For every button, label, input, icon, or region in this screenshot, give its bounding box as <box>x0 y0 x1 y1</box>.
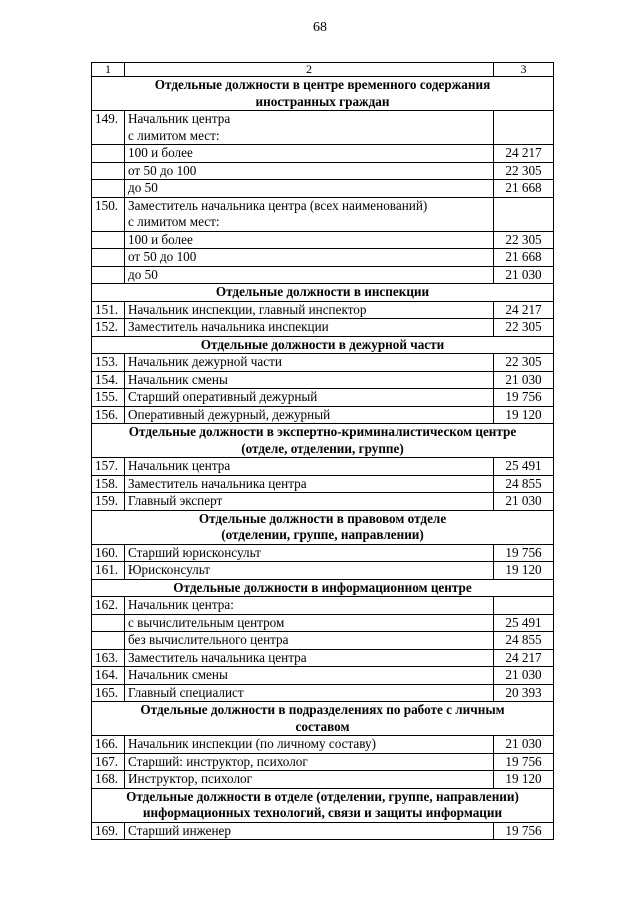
section-header-row <box>92 424 554 458</box>
page-number: 68 <box>313 20 327 35</box>
sub-row <box>92 180 554 198</box>
salary-value: 22 305 <box>494 162 554 180</box>
salary-value: 21 030 <box>494 667 554 685</box>
position-title: 100 и более <box>125 231 494 249</box>
sub-row <box>92 249 554 267</box>
position-title: до 50 <box>125 266 494 284</box>
salary-value: 21 030 <box>494 493 554 511</box>
position-title <box>125 667 494 685</box>
table-row <box>92 649 554 667</box>
section-header-row <box>92 77 554 111</box>
section-header-row <box>92 788 554 822</box>
salary-value: 21 030 <box>494 371 554 389</box>
position-title-line: Старший оперативный дежурный <box>128 389 318 404</box>
position-title-line: Начальник дежурной части <box>128 354 282 369</box>
position-title <box>125 562 494 580</box>
salary-value <box>494 197 554 231</box>
position-title-line: Заместитель начальника центра <box>128 649 307 665</box>
section-title-line: иностранных граждан <box>255 93 390 109</box>
salary-value: 24 855 <box>494 632 554 650</box>
position-title-line: Начальник центра <box>128 458 231 473</box>
table-row <box>92 771 554 789</box>
row-number: 153. <box>92 354 125 372</box>
table-row <box>92 111 554 145</box>
section-title-line: Отдельные должности в правовом отделе <box>198 510 447 526</box>
position-title-line: Юрисконсульт <box>128 562 210 577</box>
position-title <box>125 111 494 145</box>
section-title <box>92 788 554 822</box>
salary-value: 24 855 <box>494 475 554 493</box>
position-title: с вычислительным центром <box>125 614 494 632</box>
section-title-line: Отдельные должности в центре временного содержания <box>154 77 491 92</box>
row-number <box>92 145 125 163</box>
table-row <box>92 406 554 424</box>
section-title <box>92 510 554 544</box>
row-number: 152. <box>92 319 125 337</box>
position-title <box>125 371 494 389</box>
position-title <box>125 458 494 476</box>
section-header-row <box>92 702 554 736</box>
table-row <box>92 822 554 840</box>
sub-row <box>92 162 554 180</box>
row-number: 167. <box>92 753 125 771</box>
position-title-line: Начальник инспекции, главный инспектор <box>128 301 367 317</box>
position-title <box>125 406 494 424</box>
salary-value: 25 491 <box>494 458 554 476</box>
section-title <box>92 702 554 736</box>
table-row <box>92 736 554 754</box>
salary-value: 20 393 <box>494 684 554 702</box>
position-title <box>125 649 494 667</box>
position-title <box>125 736 494 754</box>
row-number: 168. <box>92 771 125 789</box>
row-number <box>92 614 125 632</box>
row-number: 155. <box>92 389 125 407</box>
position-title-line: Оперативный дежурный, дежурный <box>128 406 331 422</box>
salary-value: 24 217 <box>494 649 554 667</box>
salary-value: 22 305 <box>494 231 554 249</box>
table-row <box>92 475 554 493</box>
row-number: 162. <box>92 597 125 615</box>
position-title <box>125 475 494 493</box>
table-row <box>92 493 554 511</box>
table-row <box>92 597 554 615</box>
salary-value: 21 668 <box>494 249 554 267</box>
table-row <box>92 319 554 337</box>
section-title <box>92 336 554 354</box>
salary-value: 19 120 <box>494 406 554 424</box>
position-title-line: Начальник центра: <box>128 597 234 612</box>
section-title-line: Отдельные должности в инспекции <box>215 284 430 299</box>
salary-value: 24 217 <box>494 301 554 319</box>
section-title-line: Отдельные должности в отделе (отделении, группе, направлении) <box>126 788 519 804</box>
salary-value: 19 756 <box>494 544 554 562</box>
position-title-line: Заместитель начальника центра <box>128 475 307 491</box>
sub-row <box>92 266 554 284</box>
salary-value: 19 756 <box>494 389 554 407</box>
section-title-line: (отделе, отделении, группе) <box>241 440 404 456</box>
row-number: 149. <box>92 111 125 145</box>
salary-value: 19 756 <box>494 822 554 840</box>
position-title <box>125 319 494 337</box>
salary-value: 21 030 <box>494 736 554 754</box>
row-number: 163. <box>92 649 125 667</box>
salary-value <box>494 597 554 615</box>
position-title-line: Старший инженер <box>128 822 231 838</box>
section-title-line: (отделении, группе, направлении) <box>221 527 424 542</box>
position-title <box>125 301 494 319</box>
header-col-1: 1 <box>92 63 125 77</box>
position-title-line: Инструктор, психолог <box>128 771 253 786</box>
salary-value <box>494 111 554 145</box>
section-header-row <box>92 579 554 597</box>
position-title-line: Начальник смены <box>128 667 228 682</box>
row-number <box>92 249 125 267</box>
salary-value: 21 668 <box>494 180 554 198</box>
position-title-line: Главный специалист <box>128 684 244 700</box>
row-number: 166. <box>92 736 125 754</box>
row-number: 164. <box>92 667 125 685</box>
row-number <box>92 162 125 180</box>
salary-value: 21 030 <box>494 266 554 284</box>
section-title-line: Отдельные должности в подразделениях по работе с личным <box>140 702 505 717</box>
position-title <box>125 684 494 702</box>
section-header-row <box>92 336 554 354</box>
header-col-2: 2 <box>125 63 494 77</box>
position-title <box>125 544 494 562</box>
table-row <box>92 753 554 771</box>
section-title <box>92 77 554 111</box>
section-header-row <box>92 510 554 544</box>
row-number: 151. <box>92 301 125 319</box>
section-title <box>92 424 554 458</box>
position-title-line: с лимитом мест: <box>128 214 220 229</box>
row-number: 160. <box>92 544 125 562</box>
row-number: 161. <box>92 562 125 580</box>
position-title: до 50 <box>125 180 494 198</box>
table-row <box>92 301 554 319</box>
position-title <box>125 597 494 615</box>
position-title-line: Начальник центра <box>128 111 231 126</box>
section-title-line: Отдельные должности в информационном центре <box>173 579 472 595</box>
table-row <box>92 354 554 372</box>
position-title-line: Старший юрисконсульт <box>128 544 261 560</box>
section-header-row <box>92 284 554 302</box>
position-title <box>125 753 494 771</box>
section-title <box>92 284 554 302</box>
salary-value: 22 305 <box>494 354 554 372</box>
position-title: от 50 до 100 <box>125 249 494 267</box>
table-row <box>92 389 554 407</box>
row-number <box>92 231 125 249</box>
row-number <box>92 266 125 284</box>
header-col-3: 3 <box>494 63 554 77</box>
table-row <box>92 667 554 685</box>
position-title-line: Старший: инструктор, психолог <box>128 753 308 769</box>
table-header-row <box>92 63 554 77</box>
row-number: 150. <box>92 197 125 231</box>
section-title <box>92 579 554 597</box>
row-number: 158. <box>92 475 125 493</box>
row-number <box>92 180 125 198</box>
section-title-line: Отдельные должности в экспертно-криминалистическом центре <box>128 424 517 439</box>
salary-value: 19 120 <box>494 562 554 580</box>
table-row <box>92 458 554 476</box>
table-row <box>92 684 554 702</box>
row-number: 157. <box>92 458 125 476</box>
row-number: 165. <box>92 684 125 702</box>
position-title <box>125 771 494 789</box>
position-title <box>125 389 494 407</box>
position-title-line: Начальник смены <box>128 371 228 387</box>
position-title: без вычислительного центра <box>125 632 494 650</box>
section-title-line: составом <box>295 718 350 734</box>
table-row <box>92 544 554 562</box>
salary-value: 25 491 <box>494 614 554 632</box>
row-number <box>92 632 125 650</box>
table-row <box>92 371 554 389</box>
position-title: от 50 до 100 <box>125 162 494 180</box>
row-number: 169. <box>92 822 125 840</box>
position-title-line: Заместитель начальника инспекции <box>128 319 329 334</box>
position-title <box>125 822 494 840</box>
sub-row <box>92 632 554 650</box>
position-title <box>125 354 494 372</box>
row-number: 159. <box>92 493 125 511</box>
sub-row <box>92 614 554 632</box>
position-title <box>125 493 494 511</box>
sub-row <box>92 145 554 163</box>
salary-value: 24 217 <box>494 145 554 163</box>
position-title <box>125 197 494 231</box>
row-number: 154. <box>92 371 125 389</box>
row-number: 156. <box>92 406 125 424</box>
position-title-line: Главный эксперт <box>128 493 223 508</box>
salary-value: 22 305 <box>494 319 554 337</box>
section-title-line: Отдельные должности в дежурной части <box>200 336 445 352</box>
salary-value: 19 756 <box>494 753 554 771</box>
sub-row <box>92 231 554 249</box>
salary-value: 19 120 <box>494 771 554 789</box>
position-title: 100 и более <box>125 145 494 163</box>
section-title-line: информационных технологий, связи и защиты информации <box>142 805 503 820</box>
table-row <box>92 562 554 580</box>
table-row <box>92 197 554 231</box>
position-title-line: Начальник инспекции (по личному составу) <box>128 736 377 751</box>
position-title-line: с лимитом мест: <box>128 127 220 143</box>
salary-table <box>91 62 554 840</box>
position-title-line: Заместитель начальника центра (всех наименований) <box>128 197 428 213</box>
